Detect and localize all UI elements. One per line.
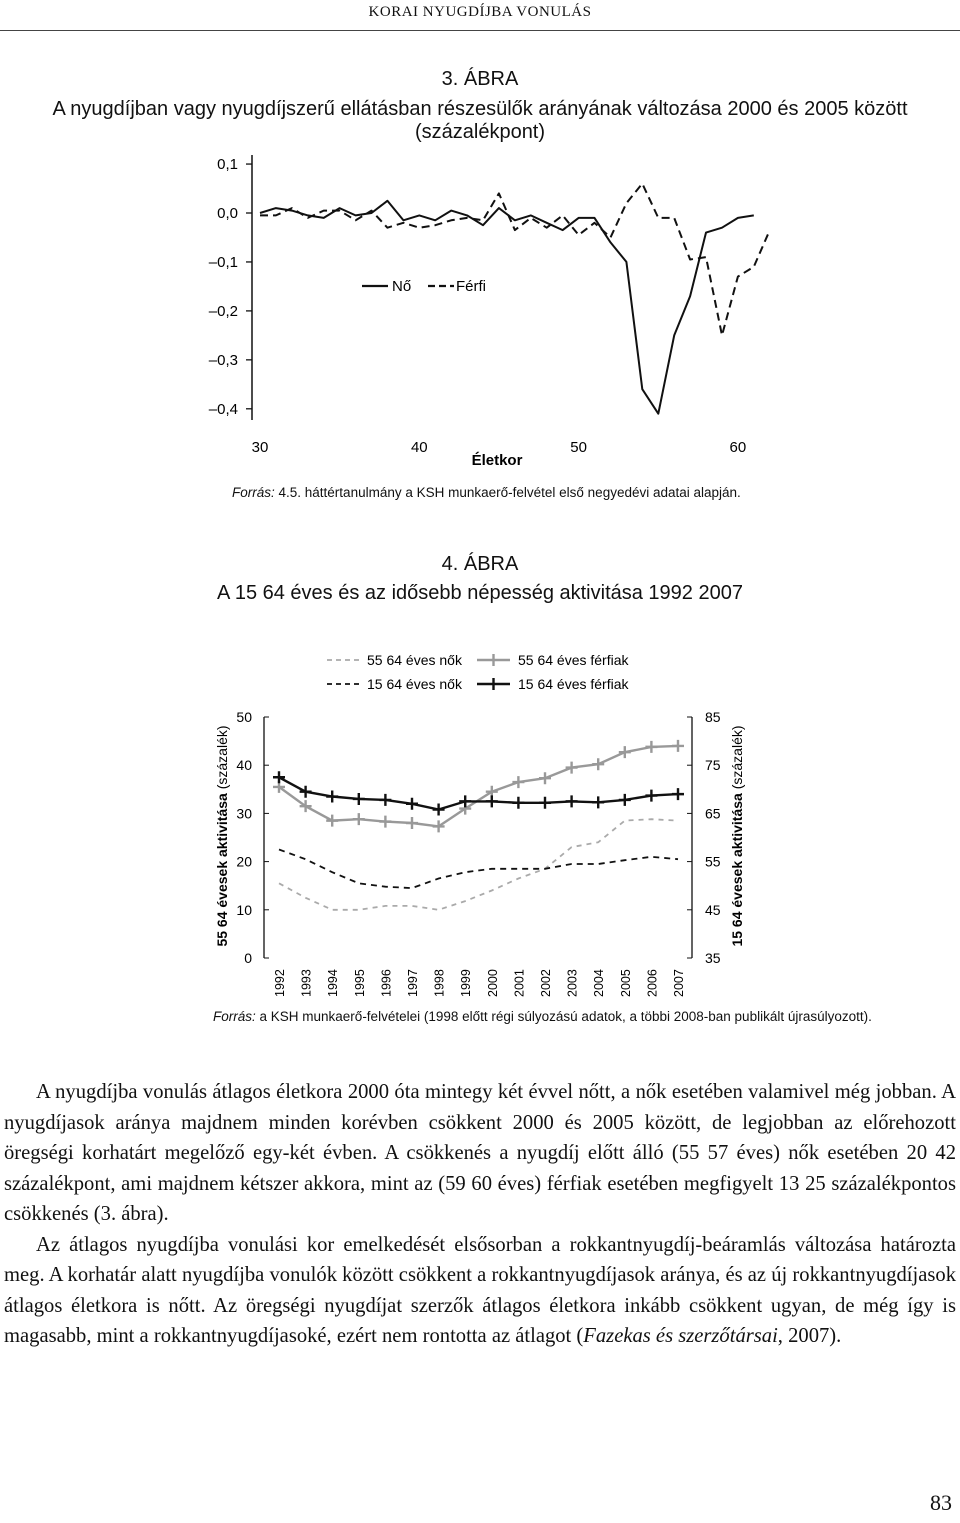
- series-marker: [326, 815, 338, 827]
- legend-label: Férfi: [456, 278, 486, 295]
- x-tick-label: 1993: [299, 969, 314, 997]
- right-axis-title: [729, 725, 745, 946]
- figure4-source: [213, 1009, 872, 1024]
- x-tick-label: 1995: [352, 969, 367, 997]
- figure3-number: 3. ÁBRA: [441, 68, 519, 90]
- right-axis-title-main: 15 64 évesek aktivitása: [729, 789, 745, 947]
- y-tick-label: –0,4: [208, 400, 238, 418]
- series-marker: [406, 798, 418, 810]
- y-tick-label: 0,1: [217, 156, 238, 174]
- x-tick-label: 50: [570, 439, 587, 456]
- series-marker: [379, 816, 391, 828]
- series-marker: [539, 797, 551, 809]
- x-tick-label: 1992: [273, 969, 287, 997]
- right-tick-label: 75: [705, 757, 721, 774]
- left-axis-title-main: 55 64 évesek aktivitása: [214, 789, 230, 947]
- series-marker: [619, 794, 631, 806]
- right-tick-label: 45: [705, 901, 721, 918]
- x-tick-label: 2005: [618, 969, 633, 997]
- series-marker: [619, 746, 631, 758]
- x-tick-label: 2007: [672, 969, 686, 997]
- series-line-15-64-éves-férfiak: [279, 777, 678, 809]
- x-tick-label: 1997: [406, 969, 420, 997]
- series-marker: [273, 771, 285, 783]
- series-marker: [406, 817, 418, 829]
- x-axis-label: Életkor: [471, 452, 523, 469]
- y-tick-label: –0,3: [208, 351, 238, 369]
- series-marker: [512, 797, 524, 809]
- right-tick-label: 85: [705, 709, 721, 725]
- series-marker: [592, 796, 604, 808]
- x-tick-label: 2004: [592, 969, 607, 997]
- series-marker: [512, 776, 524, 788]
- right-tick-label: 35: [705, 950, 721, 966]
- x-tick-label: 60: [729, 439, 747, 456]
- figure4-source-label: Forrás:: [213, 1009, 256, 1024]
- left-tick-label: 0: [244, 950, 252, 966]
- series-marker: [433, 804, 445, 816]
- figure4-number: 4. ÁBRA: [441, 553, 519, 575]
- series-marker: [645, 741, 657, 753]
- x-tick-label: 2006: [645, 969, 660, 997]
- legend-label: 55 64 éves férfiak: [518, 652, 629, 668]
- series-marker: [672, 740, 684, 752]
- figure4-title: A 15 64 éves és az idősebb népesség aktivitása 1992 2007: [217, 582, 743, 604]
- series-marker: [539, 772, 551, 784]
- reference-citation: Fazekas és szerzőtársai: [583, 1325, 778, 1347]
- body-text: [4, 1077, 956, 1352]
- series-line-15-64-éves-nők: [279, 850, 678, 889]
- series-marker: [300, 786, 312, 798]
- left-tick-label: 50: [236, 709, 252, 725]
- left-tick-label: 40: [236, 757, 252, 774]
- series-marker: [645, 790, 657, 802]
- left-tick-label: 20: [236, 853, 252, 870]
- y-tick-label: –0,2: [208, 302, 238, 320]
- right-tick-label: 55: [705, 853, 721, 870]
- figure3-source-label: Forrás:: [232, 485, 275, 500]
- right-tick-label: 65: [705, 805, 721, 822]
- x-tick-label: 40: [410, 439, 428, 456]
- paragraph-2: Az átlagos nyugdíjba vonulási kor emelkedését elsősorban a rokkantnyugdíj-beáramlás változása határozta meg. A korhatár alatt nyugdíjba vonulók között csökkent a rokkantnyugdíjasok aránya, és az új rokkantnyugdíjasok átlagos életkora is nőtt. Az öregségi nyugdíjat szerzők átlagos életkora inkább csökkent ugyan, de még így is magasabb, mint a rokkantnyugdíjasoké, ezért nem rontotta az átlagot (Fazekas és szerzőtársai, 2007).: [4, 1233, 956, 1347]
- y-tick-label: 0,0: [217, 205, 238, 222]
- figure3-title: A nyugdíjban vagy nyugdíjszerű ellátásban részesülők arányának változása 2000 és 2005 között (százalékpont): [52, 98, 908, 143]
- x-tick-label: 30: [251, 439, 269, 456]
- x-tick-label: 1996: [379, 969, 394, 997]
- x-tick-label: 2001: [512, 969, 527, 997]
- series-marker: [353, 813, 365, 825]
- x-tick-label: 2000: [485, 969, 500, 997]
- legend-label: 15 64 éves férfiak: [518, 676, 629, 692]
- series-marker: [379, 794, 391, 806]
- left-axis-title-unit: (százalék): [214, 725, 230, 790]
- series-marker: [592, 758, 604, 770]
- left-tick-label: 30: [236, 805, 252, 822]
- figure3-source-text: 4.5. háttértanulmány a KSH munkaerő-felvétel első negyedévi adatai alapján.: [274, 485, 741, 500]
- paragraph-1: A nyugdíjba vonulás átlagos életkora 2000 óta mintegy két évvel nőtt, a nők esetében valamivel még jobban. A nyugdíjasok aránya majdnem minden korévben csökkent 2000 és 2005 között, de legjobban az előrehozott öregségi korhatárt megelőző egy-két évben. A csökkenés a nyugdíj előtt álló (55 57 éves) nők esetében 20 42 százalékpont, ami majdnem kétszer akkora, mint az (59 60 éves) férfiak esetében megfigyelt 13 25 százalékpontos csökkenés (3. ábra).: [4, 1081, 956, 1225]
- x-tick-label: 2002: [539, 969, 553, 997]
- series-marker: [566, 795, 578, 807]
- series-marker: [566, 762, 578, 774]
- page-number: 83: [930, 1490, 952, 1515]
- series-marker: [326, 791, 338, 803]
- series-marker: [353, 793, 365, 805]
- y-tick-label: –0,1: [208, 253, 238, 271]
- right-axis-title-unit: (százalék): [729, 725, 745, 790]
- series-marker: [672, 788, 684, 800]
- series-marker: [486, 795, 498, 807]
- x-tick-label: 1999: [459, 969, 474, 997]
- x-tick-label: 1998: [432, 969, 447, 997]
- x-tick-label: 1994: [326, 969, 341, 997]
- legend-label: Nő: [392, 278, 412, 295]
- x-tick-label: 2003: [565, 969, 580, 997]
- legend-label: 55 64 éves nők: [367, 652, 462, 668]
- legend-label: 15 64 éves nők: [367, 676, 462, 692]
- figure4-source-text: a KSH munkaerő-felvételei (1998 előtt régi súlyozású adatok, a többi 2008-ban publikált újrasúlyozott).: [255, 1009, 872, 1024]
- left-tick-label: 10: [236, 901, 252, 918]
- series-line-55-64-éves-férfiak: [279, 746, 678, 827]
- left-axis-title: [214, 725, 230, 946]
- series-line-55-64-éves-nők: [279, 819, 678, 910]
- running-header: KORAI NYUGDÍJBA VONULÁS: [368, 4, 592, 20]
